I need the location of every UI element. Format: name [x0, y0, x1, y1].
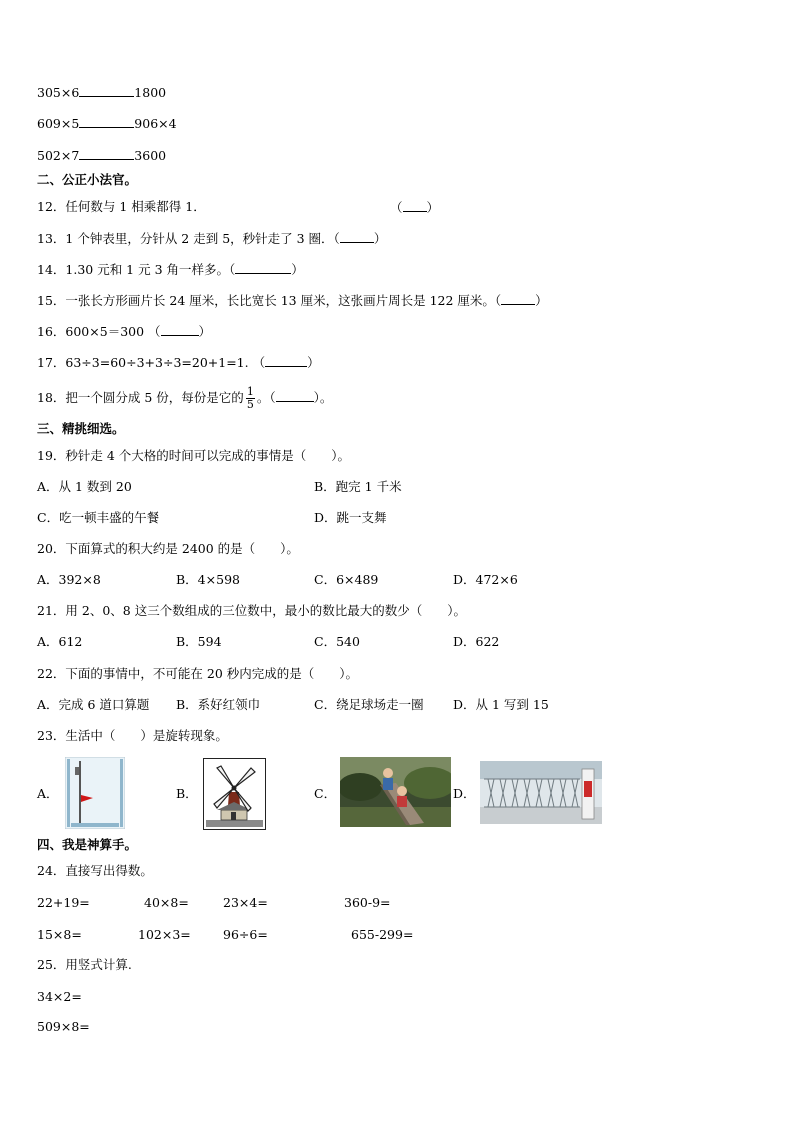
question-25: 25．用竖式计算. [37, 957, 132, 972]
question-text-after: 。（ [256, 390, 276, 405]
compare-right: 1800 [134, 85, 167, 100]
compare-left: 305×6 [37, 85, 80, 100]
question-12 [37, 199, 206, 215]
question-13 [37, 230, 386, 247]
question-22: 22．下面的事情中，不可能在 20 秒内完成的是（ ）。 [37, 666, 359, 681]
option-a[interactable]: A． [37, 786, 59, 801]
question-19: 19．秒针走 4 个大格的时间可以完成的事情是（ ）。 [37, 448, 351, 463]
question-24: 24．直接写出得数。 [37, 863, 153, 878]
flagpole-image[interactable] [65, 757, 125, 829]
calc-item: 23×4= [223, 895, 268, 910]
option-b[interactable]: B． [176, 786, 198, 801]
question-16 [37, 323, 211, 340]
section-2-title: 二、公正小法官。 [37, 172, 138, 187]
option-d[interactable]: D．472×6 [453, 572, 518, 587]
question-14 [37, 261, 304, 278]
question-text: 14．1.30 元和 1 元 3 角一样多。（ [37, 262, 236, 277]
retractable-gate-image[interactable] [480, 761, 602, 824]
option-c[interactable]: C．540 [314, 634, 360, 649]
answer-blank[interactable] [161, 323, 199, 336]
compare-row-3 [37, 147, 166, 164]
paren-close: ） [373, 231, 387, 246]
option-d[interactable]: D．跳一支舞 [314, 510, 387, 525]
compare-right: 906×4 [134, 116, 177, 131]
paren-close: ） [291, 262, 304, 277]
option-d[interactable]: D．从 1 写到 15 [453, 697, 549, 712]
calc-item: 360-9= [344, 895, 391, 910]
option-a[interactable]: A．从 1 数到 20 [37, 479, 132, 494]
compare-right: 3600 [134, 148, 167, 163]
option-b[interactable]: B．4×598 [176, 572, 240, 587]
paren-close: ） [307, 355, 320, 370]
option-c[interactable]: C．6×489 [314, 572, 379, 587]
answer-blank[interactable] [403, 199, 427, 212]
option-c[interactable]: C． [314, 786, 337, 801]
option-c[interactable]: C．绕足球场走一圈 [314, 697, 424, 712]
question-text: 15．一张长方形画片长 24 厘米，长比宽长 13 厘米，这张画片周长是 122 厘米。（ [37, 293, 502, 308]
section-4-title: 四、我是神算手。 [37, 837, 138, 852]
answer-blank[interactable] [235, 261, 291, 274]
question-text: 12．任何数与 1 相乘都得 1． [37, 199, 206, 214]
question-text: 13．1 个钟表里，分针从 2 走到 5，秒针走了 3 圈．（ [37, 231, 340, 246]
compare-row-1 [37, 84, 166, 101]
calc-item: 40×8= [144, 895, 189, 910]
answer-blank[interactable] [276, 389, 314, 402]
fraction-denominator: 5 [246, 398, 254, 411]
answer-blank[interactable] [265, 354, 307, 367]
option-b[interactable]: B．系好红领巾 [176, 697, 261, 712]
option-b[interactable]: B．594 [176, 634, 222, 649]
vertical-calc-item: 509×8= [37, 1019, 90, 1034]
compare-row-2 [37, 115, 177, 132]
compare-left: 609×5 [37, 116, 80, 131]
compare-left: 502×7 [37, 148, 80, 163]
slide-image[interactable] [340, 757, 451, 827]
question-17 [37, 354, 320, 371]
calc-item: 22+19= [37, 895, 90, 910]
calc-item: 15×8= [37, 927, 82, 942]
calc-item: 655-299= [351, 927, 414, 942]
option-b[interactable]: B．跑完 1 千米 [314, 479, 402, 494]
option-a[interactable]: A．612 [37, 634, 83, 649]
calc-item: 102×3= [138, 927, 191, 942]
paren-close: ）。 [313, 390, 333, 405]
paren-close: ） [198, 324, 212, 339]
paren-close: ） [535, 293, 548, 308]
answer-blank[interactable] [501, 292, 535, 305]
question-20: 20．下面算式的积大约是 2400 的是（ ）。 [37, 541, 299, 556]
option-c[interactable]: C．吃一顿丰盛的午餐 [37, 510, 160, 525]
option-a[interactable]: A．完成 6 道口算题 [37, 697, 150, 712]
answer-paren-12 [390, 199, 439, 216]
question-text: 16．600×5＝300 （ [37, 324, 161, 339]
paren-close: ） [426, 200, 440, 215]
answer-blank[interactable] [79, 147, 134, 160]
calc-item: 96÷6= [223, 927, 268, 942]
question-21: 21．用 2、0、8 这三个数组成的三位数中，最小的数比最大的数少（ ）。 [37, 603, 466, 618]
windmill-image[interactable] [203, 758, 266, 830]
fraction [246, 386, 255, 411]
answer-blank[interactable] [79, 115, 134, 128]
section-3-title: 三、精挑细选。 [37, 421, 125, 436]
answer-blank[interactable] [79, 84, 134, 97]
answer-blank[interactable] [340, 230, 374, 243]
question-text: 18．把一个圆分成 5 份，每份是它的 [37, 390, 244, 405]
option-a[interactable]: A．392×8 [37, 572, 101, 587]
option-d[interactable]: D． [453, 786, 476, 801]
paren-open: （ [390, 200, 403, 215]
vertical-calc-item: 34×2= [37, 989, 82, 1004]
question-15 [37, 292, 548, 309]
option-d[interactable]: D．622 [453, 634, 500, 649]
question-23: 23．生活中（ ）是旋转现象。 [37, 728, 228, 743]
question-18 [37, 385, 332, 411]
fraction-numerator: 1 [246, 385, 254, 398]
question-text: 17．63÷3=60÷3+3÷3=20+1=1. （ [37, 355, 266, 370]
